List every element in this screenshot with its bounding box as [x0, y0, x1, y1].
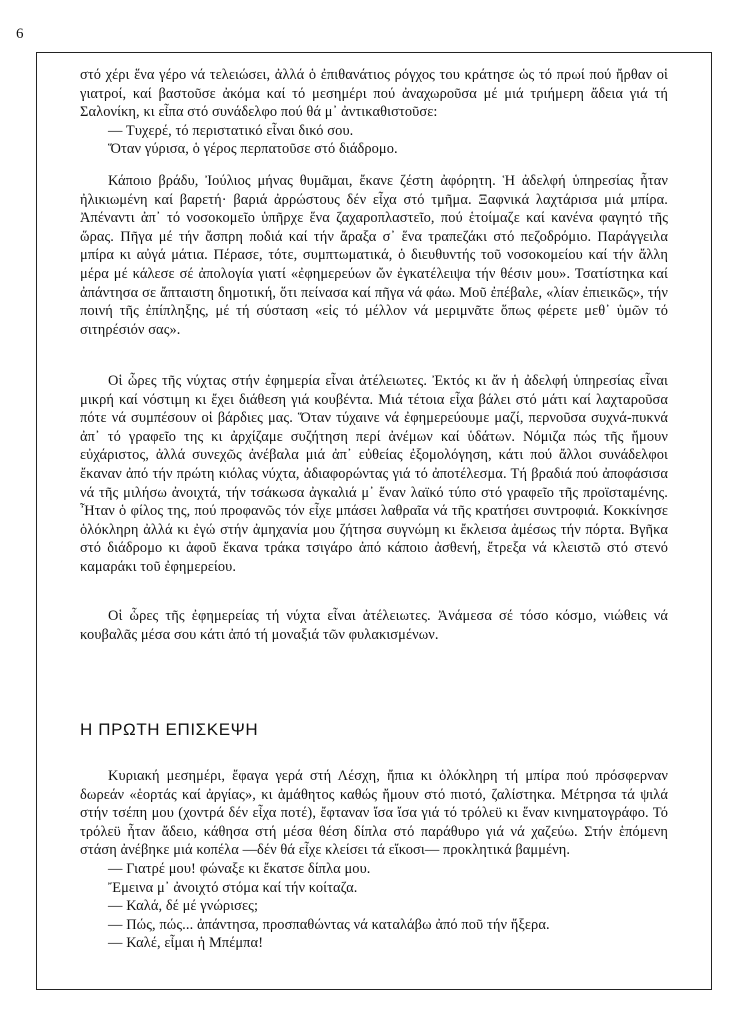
body-paragraph: Κάποιο βράδυ, Ἰούλιος μήνας θυμᾶμαι, ἔκανε ζέστη ἀφόρητη. Ἡ ἀδελφή ὑπηρεσίας ἦταν ἠλικιωμένη καί βαρετή· βαριά ἀρρώστους δέν εἶχα στό τμῆμα. Ξαφνικά λαχτάρισα μιά μπίρα. Ἀπέναντι ἀπ᾿ τό νοσοκομεῖο ὑπῆρχε ἕνα ζαχαροπλαστεῖο, πού ἑτοίμαζε καί κανένα φαγητό τῆς ὥρας. Πῆγα μέ τήν ἄσπρη ποδιά καί τήν ἄραξα σ᾿ ἕνα τραπεζάκι στό πεζοδρόμιο. Παράγγειλα μπίρα κι αὐγά μάτια. Πέρασε, τότε, συμπτωματικά, ὁ διευθυντής τοῦ νοσοκομείου καί τήν ἄλλη μέρα μέ κάλεσε σέ ἀπολογία γιατί «ἐφημερεύων ὤν ἐγκατέλειψα τήν θέσιν μου». Τσατίστηκα καί ἀπάντησα σε ἄπταιστη δημοτική, ὅτι πείνασα καί πῆγα νά φάω. Μοῦ ἐπέβαλε, «λίαν ἐπιεικῶς», τήν ποινή τῆς ἐπίπληξης, μέ τή σύσταση «εἰς τό μέλλον νά μεριμνᾶτε ὅπως φέρετε μεθ᾿ ὑμῶν τό σιτηρέσιόν σας».: [80, 173, 668, 338]
body-paragraph: Οἱ ὧρες τῆς νύχτας στήν ἐφημερία εἶναι ἀτέλειωτες. Ἐκτός κι ἄν ἡ ἀδελφή ὑπηρεσίας εἶναι μικρή καί νόστιμη κι ἔχει διάθεση γιά κουβέντα. Μιά τέτοια εἶχα βάλει στό μάτι καί λαχταροῦσα πότε νά συμπέσουν οἱ βάρδιες μας. Ὅταν τύχαινε νά ἐφημερεύουμε μαζί, περνοῦσα συχνά-πυκνά ἀπ᾿ τό γραφεῖο της κι ἀρχίζαμε συζήτηση περί ἀνέμων καί ὑδάτων. Νόμιζα πώς τῆς ἤμουν εὐχάριστος, ἀλλά συνεχῶς ἀνέβαλα μιά ἀπ᾿ εὐθείας ἐξομολόγηση, κάτι πού ἄλλοι συνάδελφοι ἔκαναν ἀπό τήν πρώτη κιόλας νύχτα, ἀδιαφορώντας γιά τό ἀποτέλεσμα. Τή βραδιά πού ἀποφάσισα νά τῆς μιλήσω ἀνοιχτά, τήν τσάκωσα ἀγκαλιά μ᾿ ἕναν λαϊκό τύπο στό γραφεῖο τῆς προϊσταμένης. Ἦταν ὁ φίλος της, πού προφανῶς τόν εἶχε μπάσει λαθραῖα νά τῆς κρατήσει συντροφιά. Κοκκίνησε ὁλόκληρη ἀλλά κι ἐγώ στήν ἀμηχανία μου ζήτησα συγνώμη κι ἔκλεισα ἀμέσως τήν πόρτα. Βγῆκα στό διάδρομο κι ἀφοῦ ἔκανα τράκα τσιγάρο ἀπό κάποιο ἀσθενή, ἔτρεξα νά κλειστῶ στό στενό καμαράκι τοῦ ἐφημερείου.: [80, 373, 668, 575]
section-text-block: [80, 767, 668, 953]
dialogue-line: — Καλέ, εἶμαι ἡ Μπέμπα!: [108, 935, 264, 952]
paragraph-block: [80, 372, 668, 577]
paragraph-block: [80, 607, 668, 644]
paragraph-block: [80, 172, 668, 339]
section-heading: Η ΠΡΩΤΗ ΕΠΙΣΚΕΨΗ: [80, 720, 259, 739]
narrative-line: Ἔμεινα μ᾿ ἀνοιχτό στόμα καί τήν κοίταζα.: [108, 879, 358, 896]
closing-line: Ὅταν γύρισα, ὁ γέρος περπατοῦσε στό διάδρομο.: [108, 141, 398, 158]
dialogue-line: — Γιατρέ μου! φώναξε κι ἔκατσε δίπλα μου.: [108, 860, 371, 877]
dialogue-line: — Τυχερέ, τό περιστατικό εἶναι δικό σου.: [108, 122, 354, 139]
page-number: 6: [16, 26, 24, 42]
dialogue-line: — Καλά, δέ μέ γνώρισες;: [108, 898, 259, 915]
body-paragraph: Οἱ ὧρες τῆς ἐφημερείας τή νύχτα εἶναι ἀτέλειωτες. Ἀνάμεσα σέ τόσο κόσμο, νιώθεις νά κουβαλᾶς μέσα σου κάτι ἀπό τή μοναξιά τῶν φυλακισμένων.: [80, 608, 668, 643]
body-paragraph: Κυριακή μεσημέρι, ἔφαγα γερά στή Λέσχη, ἤπια κι ὁλόκληρη τή μπίρα πού πρόσφερναν δωρεάν «ἑορτάς καί ἀργίας», κι ἀμάθητος καθώς ἤμουν στό πιοτό, ζαλίστηκα. Μέτρησα τά ψιλά στήν τσέπη μου (χοντρά δέν εἶχα ποτέ), ἔφταναν ἴσα ἴσα γιά τό τρόλεϋ κι ἕναν κινηματογράφο. Τό τρόλεϋ ἦταν ἄδειο, κάθησα στή μέσα θέση δίπλα στό παράθυρο γιά νά χαζεύω. Στήν ἑπόμενη στάση ἀνέβηκε μιά κοπέλα —δέν θά εἶχε κλείσει τά εἴκοσι— προκλητικά βαμμένη.: [80, 768, 668, 859]
opening-text-block: [80, 66, 668, 159]
dialogue-line: — Πώς, πώς... ἀπάντησα, προσπαθώντας νά καταλάβω ἀπό ποῦ τήν ἤξερα.: [108, 916, 550, 933]
continuation-paragraph: στό χέρι ἕνα γέρο νά τελειώσει, ἀλλά ὁ ἐπιθανάτιος ρόγχος του κράτησε ὡς τό πρωί πού ἤρθαν οἱ γιατροί, καί βαστοῦσε ἀκόμα καί τό μεσημέρι πού ἀναχωροῦσα μέ μιά τριήμερη ἄδεια γιά τή Σαλονίκη, κι εἶπα στό συνάδελφο πού θά μ᾿ ἀντικαθιστοῦσε:: [80, 67, 668, 121]
